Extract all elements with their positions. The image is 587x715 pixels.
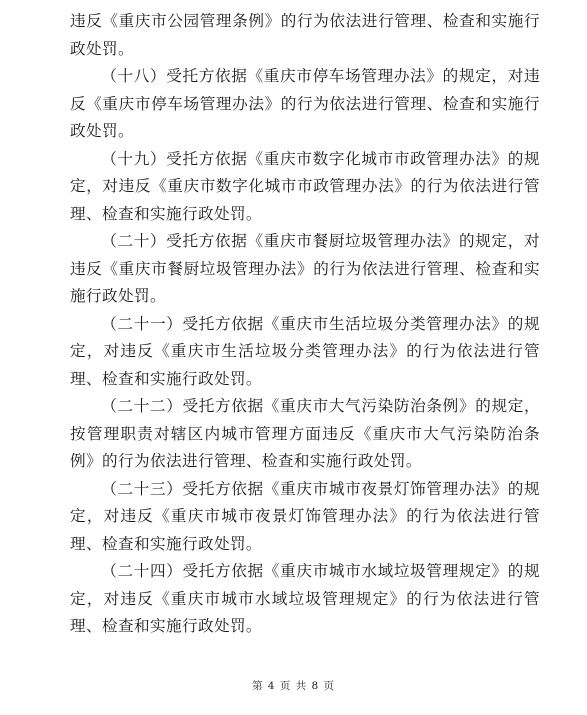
page-number-footer: 第 4 页 共 8 页: [251, 680, 336, 692]
paragraph-item-24: （二十四）受托方依据《重庆市城市水域垃圾管理规定》的规定，对违反《重庆市城市水域垃圾管理规定》的行为依法进行管理、检查和实施行政处罚。: [70, 562, 540, 635]
paragraph-item-18: （十八）受托方依据《重庆市停车场管理办法》的规定，对违反《重庆市停车场管理办法》的行为依法进行管理、检查和实施行政处罚。: [70, 67, 540, 140]
paragraph-item-22: （二十二）受托方依据《重庆市大气污染防治条例》的规定，按管理职责对辖区内城市管理方面违反《重庆市大气污染防治条例》的行为依法进行管理、检查和实施行政处罚。: [70, 397, 540, 470]
paragraph-item-21: （二十一）受托方依据《重庆市生活垃圾分类管理办法》的规定，对违反《重庆市生活垃圾分类管理办法》的行为依法进行管理、检查和实施行政处罚。: [70, 314, 540, 388]
paragraph-item-23: （二十三）受托方依据《重庆市城市夜景灯饰管理办法》的规定，对违反《重庆市城市夜景灯饰管理办法》的行为依法进行管理、检查和实施行政处罚。: [70, 479, 540, 553]
paragraph-item-20: （二十）受托方依据《重庆市餐厨垃圾管理办法》的规定，对违反《重庆市餐厨垃圾管理办法》的行为依法进行管理、检查和实施行政处罚。: [70, 232, 540, 305]
document-body: [70, 8, 540, 641]
paragraph-item-19: （十九）受托方依据《重庆市数字化城市市政管理办法》的规定，对违反《重庆市数字化城市市政管理办法》的行为依法进行管理、检查和实施行政处罚。: [70, 149, 540, 223]
paragraph-continuation: 违反《重庆市公园管理条例》的行为依法进行管理、检查和实施行政处罚。: [70, 12, 540, 58]
